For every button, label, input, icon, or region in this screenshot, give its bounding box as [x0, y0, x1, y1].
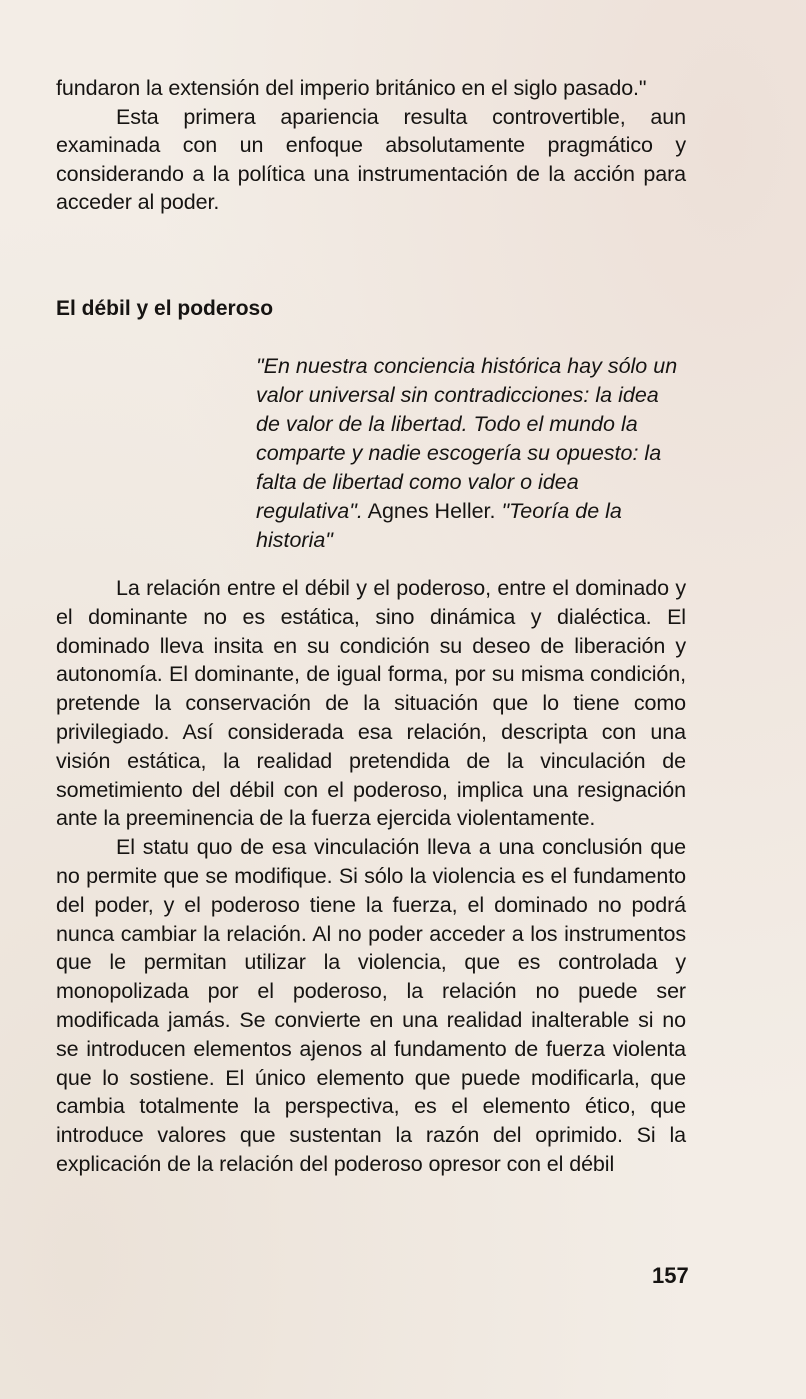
epigraph-source: "Teoría de la historia" — [256, 499, 622, 552]
body-paragraph-1: La relación entre el débil y el poderoso, entre el dominado y el dominante no es estática, sino dinámica y dialéctica. El dominado lleva insita en su condición su deseo de liberación y autonomía. El dominante, de igual forma, por su misma condición, pretende la conservación de la situación que lo tiene como privilegiado. Así considerada esa relación, descripta con una visión estática, la realidad pretendida de la vinculación de sometimiento del débil con el poderoso, implica una resignación ante la preeminencia de la fuerza ejercida violentamente. — [56, 576, 686, 831]
body-text — [56, 574, 686, 1179]
epigraph-quote: "En nuestra conciencia histórica hay sólo un valor universal sin contradicciones: la idea de valor de la libertad. Todo el mundo la comparte y nadie escogería su opuesto: la falta de libertad como valor o idea regulativa". — [256, 354, 678, 523]
body-paragraph-2: El statu quo de esa vinculación lleva a una conclusión que no permite que se modifique. Si sólo la violencia es el fundamento del poder, y el poderoso tiene la fuerza, el dominado no podrá nunca cambiar la relación. Al no poder acceder a los instrumentos que le permitan utilizar la violencia, que es controlada y monopolizada por el poderoso, la relación no puede ser modificada jamás. Se convierte en una realidad inalterable si no se introducen elementos ajenos al fundamento de fuerza violenta que lo sostiene. El único elemento que puede modificarla, que cambia totalmente la perspectiva, es el elemento ético, que introduce valores que sustentan la razón del oprimido. Si la explicación de la relación del poderoso opresor con el débil — [56, 835, 686, 1176]
intro-paragraph-continuation: fundaron la extensión del imperio británico en el siglo pasado." — [56, 76, 647, 100]
intro-text — [56, 74, 686, 217]
intro-paragraph: Esta primera apariencia resulta controvertible, aun examinada con un enfoque absolutamente pragmático y considerando a la política una instrumentación de la acción para acceder al poder. — [56, 104, 686, 215]
epigraph — [256, 352, 688, 555]
section-heading: El débil y el poderoso — [56, 297, 274, 320]
epigraph-author: Agnes Heller. — [367, 499, 496, 523]
page-number: 157 — [652, 1263, 689, 1288]
